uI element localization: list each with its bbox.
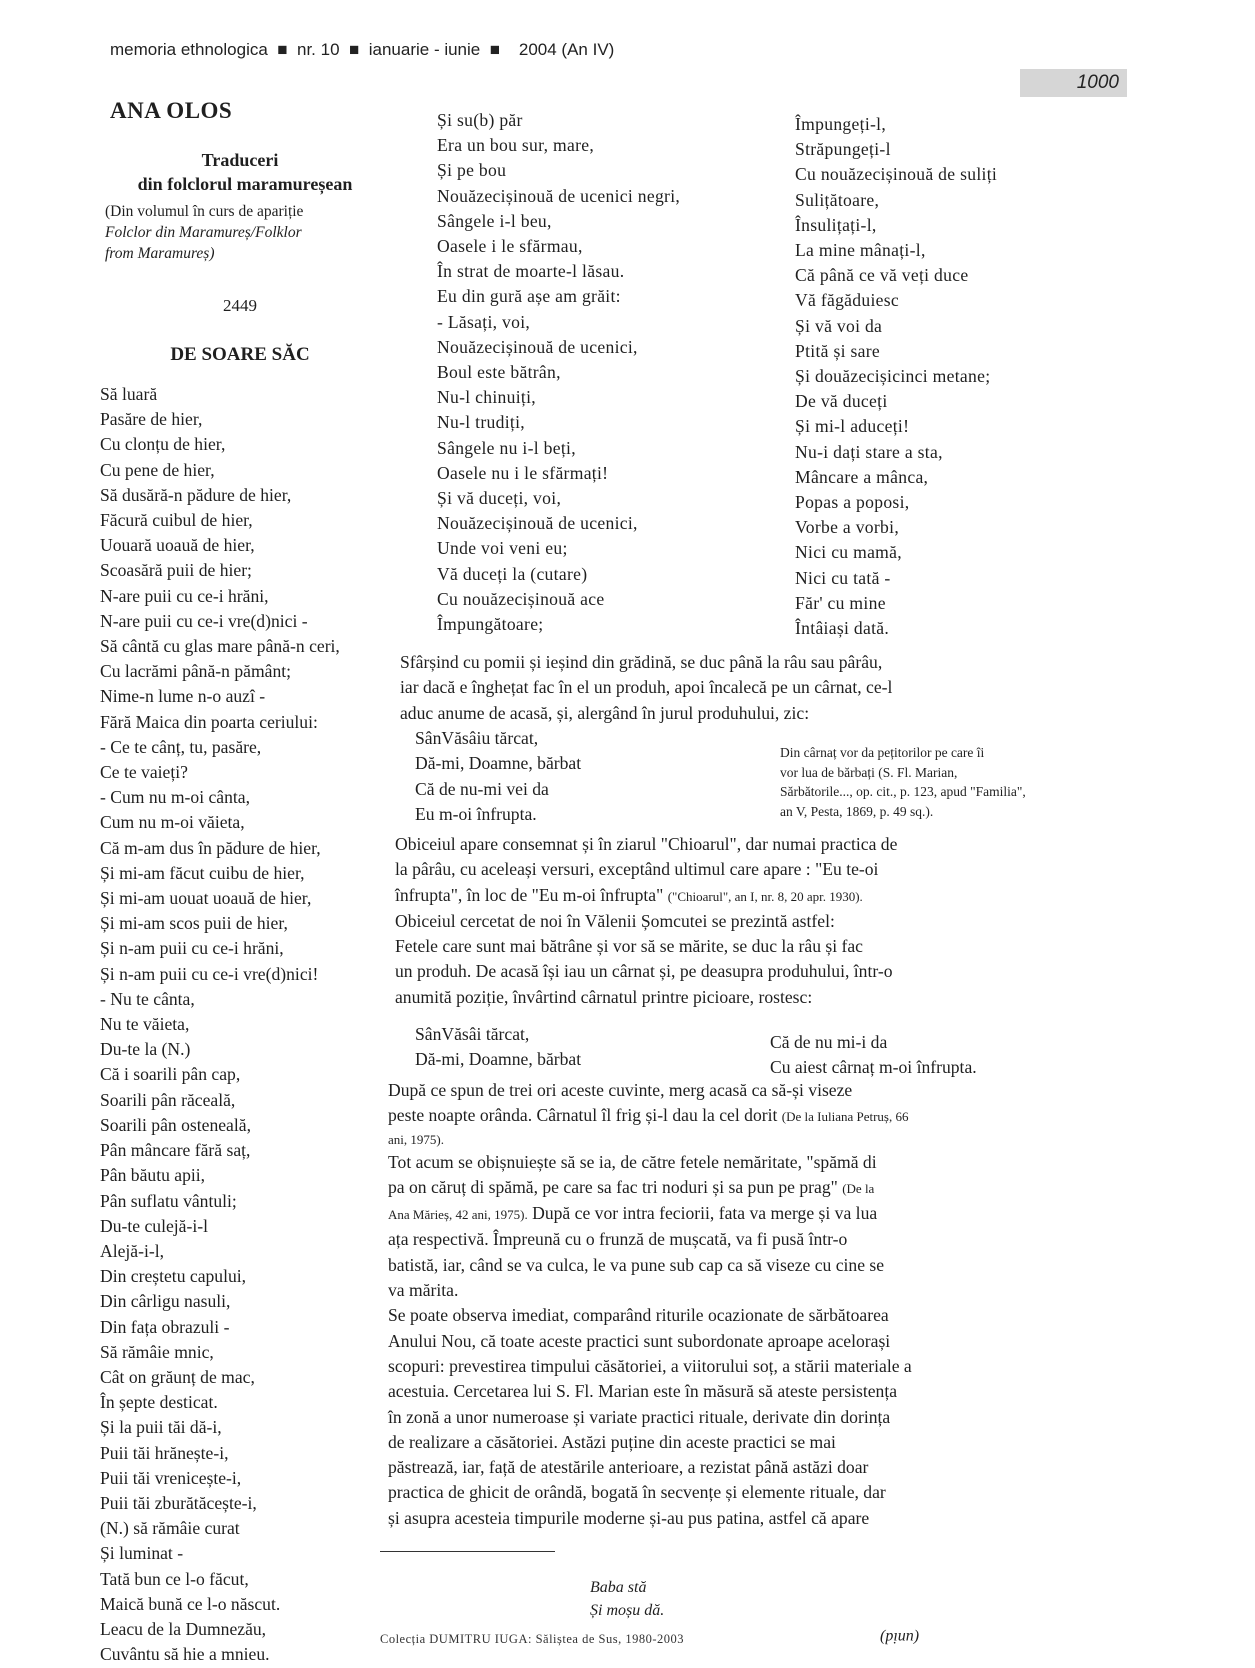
verse-line: Fără Maica din poarta ceriului: [100,711,318,732]
verse-line: Puii tăi zburătăcește-i, [100,1492,257,1513]
verse-line: Pân băutu apii, [100,1165,206,1186]
prose-line: ața respectivă. Împreună cu o frunză de mușcată, va fi pusă într-o [388,1229,848,1250]
verse-line: Cu clonțu de hier, [100,434,226,455]
poem-number: 2449 [223,296,257,315]
prose-line: și asupra acesteia timpurile moderne și-au pus patina, astfel că apare [388,1507,870,1528]
verse-line: N-are puii cu ce-i vre(d)nici - [100,610,308,631]
verse-line: Din fața obrazuli - [100,1316,230,1337]
note-line: Sărbătorile..., op. cit., p. 123, apud "Familia", [780,784,1026,799]
journal-name: memoria ethnologica [110,40,268,59]
verse-line: - Nu te cânta, [100,988,195,1009]
verse-line: Puii tăi vrenicește-i, [100,1467,242,1488]
prose-line: iar dacă e înghețat fac în el un produh, apoi încalecă pe un cârnat, ce-l [400,677,893,698]
verse-line: Și vă voi da [795,315,883,336]
prose-line: anumită poziție, învârtind cârnatul printre picioare, rostesc: [395,986,813,1007]
note-line: vor lua de bărbați (S. Fl. Marian, [780,764,958,780]
verse-line: Și mi-l aduceți! [795,416,910,437]
poem-column-1 [100,382,340,1667]
verse-line: Să luară [100,384,158,404]
verse-line: Nu-l chinuiți, [437,387,536,408]
verse-line: Și su(b) păr [437,110,523,130]
separator-icon: ■ [484,40,515,59]
verse-line: Ce te vaieți? [100,762,188,783]
verse-line: Și mi-am făcut cuibu de hier, [100,862,305,883]
prose-paragraph [388,1078,1098,1531]
verse-line: Făcură cuibul de hier, [100,510,253,531]
prose-line: înfrupta", în loc de "Eu m-oi înfrupta" ("Chioarul", an I, nr. 8, 20 apr. 1930). [395,884,863,905]
verse-line: Însulițați-l, [795,214,877,235]
verse-line: Leacu de la Dumnezău, [100,1618,267,1639]
verse-line: Străpungeți-l [795,139,891,160]
source-line: from Maramureș) [105,245,215,262]
verse-line: Și mi-am scos puii de hier, [100,913,288,934]
verse-line: Cât on grăunț de mac, [100,1366,255,1387]
verse-line: Dă-mi, Doamne, bărbat [415,753,582,774]
verse-line: SânVăsâiu tărcat, [415,728,539,748]
verse-line: Și pe bou [437,160,507,181]
verse-line: Cuvântu să hie a mnieu. [100,1644,270,1665]
issue-number: nr. 10 [297,40,340,59]
source-note [105,201,385,264]
prose-line: Obiceiul cercetat de noi în Vălenii Șomcutei se prezintă astfel: [395,910,835,931]
footnote-divider [380,1551,555,1552]
prose-line: batistă, iar, când se va culca, le va pune sub cap ca să viseze cu cine se [388,1254,885,1275]
verse-line: Și douăzecișicinci metane; [795,366,991,387]
verse-line: Nouăzecișinouă de ucenici, [437,336,638,357]
note-line: an V, Pesta, 1869, p. 49 sq.). [780,803,934,819]
verse-line: Și n-am puii cu ce-i vre(d)nici! [100,963,319,984]
verse-line: Nu-l trudiți, [437,412,525,433]
verse-line: Pasăre de hier, [100,409,203,430]
verse-line: Și vă duceți, voi, [437,488,562,509]
verse-line: Nici cu tată - [795,567,891,588]
prose-line: pa on căruț di spămă, pe care sa fac tri noduri și sa pun pe prag" (De la [388,1176,875,1197]
verse-line: Oasele nu i le sfărmați! [437,462,609,483]
verse-line: Cu nouăzecișinouă de suliți [795,164,998,185]
verse-line: Să cântă cu glas mare până-n ceri, [100,636,340,657]
verse-line: Că i soarili pân cap, [100,1064,241,1085]
verse-line: Împungătoare; [437,614,544,635]
verse-line: Vorbe a vorbi, [795,517,900,538]
poem-column-3 [795,112,997,641]
verse-line: Maică bună ce l-o născut. [100,1593,281,1614]
verse-line: Mâncare a mânca, [795,466,929,487]
prose-line: Ana Mărieș, 42 ani, 1975). După ce vor intra feciorii, fata va merge și va lua [388,1203,878,1224]
verse-line: Că m-am dus în pădure de hier, [100,837,321,858]
prose-line: va mărita. [388,1280,459,1301]
separator-icon: ■ [272,40,293,59]
verse-line: Sângele nu i-l beți, [437,437,576,458]
prose-line: Tot acum se obișnuiește să se ia, de către fetele nemăritate, "spămă di [388,1151,877,1172]
verse-line: Și n-am puii cu ce-i hrăni, [100,938,284,959]
verse-line: Eu din gură așe am grăit: [437,286,621,307]
verse-line: Cu aiest cârnaț m-oi înfrupta. [770,1057,977,1078]
verse-line: - Ce te cânț, tu, pasăre, [100,736,262,757]
verse-line: Boul este bătrân, [437,362,561,383]
verse-line: Pân suflatu vântuli; [100,1190,237,1211]
verse-line: În șepte desticat. [100,1392,218,1413]
prose-line: Sfârșind cu pomii și ieșind din grădină, se duc până la râu sau pârâu, [400,652,883,672]
prose-line: la pârâu, cu aceleași versuri, exceptând ultimul care apare : "Eu te-oi [395,859,879,880]
verse-line: Cu nouăzecișinouă ace [437,588,605,609]
verse-line: Cu lacrămi până-n pământ; [100,661,292,682]
author-name: ANA OLOS [110,98,233,123]
verse-line: Alejă-i-l, [100,1240,164,1261]
verse-line: La mine mânați-l, [795,240,926,261]
verse-line: - Lăsați, voi, [437,311,531,332]
verse-line: N-are puii cu ce-i hrăni, [100,585,269,606]
prose-line: aduc anume de acasă, și, alergând în jurul produhului, zic: [400,702,810,723]
footnote [590,1576,664,1622]
verse-line: Du-te culejă-i-l [100,1215,208,1236]
prose-line: peste noapte orânda. Cârnatul îl frig și-l dau la cel dorit (De la Iuliana Petruș, 66 [388,1105,909,1126]
prose-line: acestuia. Cercetarea lui S. Fl. Marian este în măsură să ateste persistența [388,1381,898,1402]
verse-line: Du-te la (N.) [100,1039,191,1060]
verse-line: În strat de moarte-l lăsau. [437,261,625,282]
verse-line: Să dusără-n pădure de hier, [100,484,292,505]
verse-line: Făr' cu mine [795,592,886,613]
prose-line: Fetele care sunt mai bătrâne și vor să se mărite, se duc la râu și fac [395,936,863,957]
footnote-line: Și moșu dă. [590,1602,665,1619]
verse-line: Nici cu mamă, [795,542,902,563]
prose-line: de realizare a căsătoriei. Astăzi puține din aceste practici se mai [388,1431,836,1452]
poem-title: DE SOARE SĂC [170,344,310,365]
verse-line: De vă duceți [795,391,888,412]
running-header [110,40,614,60]
verse-line: Nouăzecișinouă de ucenici negri, [437,185,681,206]
section-title: Traduceri [201,150,279,170]
verse-line: (N.) să rămâie curat [100,1518,240,1539]
verse-line: Puii tăi hrănește-i, [100,1442,229,1463]
verse-line: Nouăzecișinouă de ucenici, [437,513,638,534]
verse-line: Unde voi veni eu; [437,538,568,559]
verse-line: Pân mâncare fără saț, [100,1140,251,1161]
verse-block [770,1030,977,1081]
prose-paragraph [395,832,1095,1010]
poem-column-2 [437,108,680,637]
verse-line: Dă-mi, Doamne, bărbat [415,1049,582,1070]
verse-line: Și mi-am uouat uoauă de hier, [100,888,312,909]
side-note [780,743,1100,821]
prose-line: practica de ghicit de orândă, bogată în secvențe și elemente rituale, dar [388,1482,886,1503]
verse-line: Împungeți-l, [795,114,887,134]
verse-line: Că de nu mi-i da [770,1032,888,1052]
verse-line: Nu-i dați stare a sta, [795,441,943,462]
prose-line: scopuri: prevestirea timpului căsătoriei, a viitorului soț, a stării materiale a [388,1355,912,1376]
separator-icon: ■ [344,40,364,59]
verse-line: Cum nu m-oi văieta, [100,812,245,833]
verse-line: Nime-n lume n-o auzî - [100,686,266,707]
prose-line: După ce spun de trei ori aceste cuvinte, merg acasă ca să-și viseze [388,1080,853,1100]
verse-line: Soarili pân osteneală, [100,1114,251,1135]
verse-line: Că de nu-mi vei da [415,778,549,799]
verse-line: Eu m-oi înfrupta. [415,803,537,824]
verse-line: - Cum nu m-oi cânta, [100,787,251,808]
prose-line: Anului Nou, că toate aceste practici sunt subordonate aproape acelorași [388,1330,891,1351]
issue-period: ianuarie - iunie [368,40,481,59]
verse-line: Tată bun ce l-o făcut, [100,1568,249,1589]
section-subtitle: din folclorul maramureșean [137,174,353,194]
source-line: (Din volumul în curs de apariție [105,203,304,220]
verse-line: Sulițătoare, [795,189,880,210]
prose-line: Obiceiul apare consemnat și în ziarul "Chioarul", dar numai practica de [395,834,898,854]
verse-line: Și luminat - [100,1543,184,1564]
mirrored-text: (unid) [880,1629,920,1646]
verse-line: Din creștetu capului, [100,1266,247,1287]
verse-line: Nu te văieta, [100,1014,190,1035]
verse-line: Uouară uoauă de hier, [100,535,255,556]
verse-line: Ptită și sare [795,340,881,361]
verse-line: Cu pene de hier, [100,459,215,480]
verse-line: Întâiași dată. [795,618,890,639]
verse-line: Sângele i-l beu, [437,210,552,231]
verse-line: Popas a poposi, [795,492,910,513]
verse-line: Vă duceți la (cutare) [437,563,588,584]
verse-line: Și la puii tăi dă-i, [100,1417,222,1438]
verse-line: Soarili pân răceală, [100,1089,236,1110]
prose-line: ani, 1975). [388,1131,444,1147]
verse-line: SânVăsâi tărcat, [415,1024,530,1044]
verse-block [415,1022,581,1073]
verse-line: Că până ce vă veți duce [795,265,969,286]
verse-line: Oasele i le sfărmau, [437,236,583,257]
verse-line: Din cârligu nasuli, [100,1291,231,1312]
issue-year: 2004 (An IV) [518,40,615,59]
footnote-line: Baba stă [590,1579,647,1596]
prose-line: în zonă a unor numeroase și variate practici rituale, derivate din dorința [388,1406,891,1427]
source-line: Folclor din Maramureș/Folklor [105,224,302,241]
verse-line: Scoasără puii de hier; [100,560,252,581]
verse-block [415,726,581,827]
verse-line: Vă făgăduiesc [795,290,900,311]
prose-paragraph [400,650,1090,726]
prose-line: păstrează, iar, față de atestările anterioare, a rezistat până astăzi doar [388,1457,869,1478]
collection-credit: Colecția DUMITRU IUGA: Săliștea de Sus, 1980-2003 [380,1632,684,1646]
verse-line: Să rămâie mnic, [100,1341,214,1362]
prose-line: un produh. De acasă își iau un cârnat și, pe deasupra produhului, într-o [395,961,893,982]
page-number: 1000 [1020,69,1127,97]
prose-line: Se poate observa imediat, comparând riturile ocazionate de sărbătoarea [388,1305,889,1326]
verse-line: Era un bou sur, mare, [437,135,595,156]
note-line: Din cârnaț vor da pețitorilor pe care îi [780,745,985,760]
